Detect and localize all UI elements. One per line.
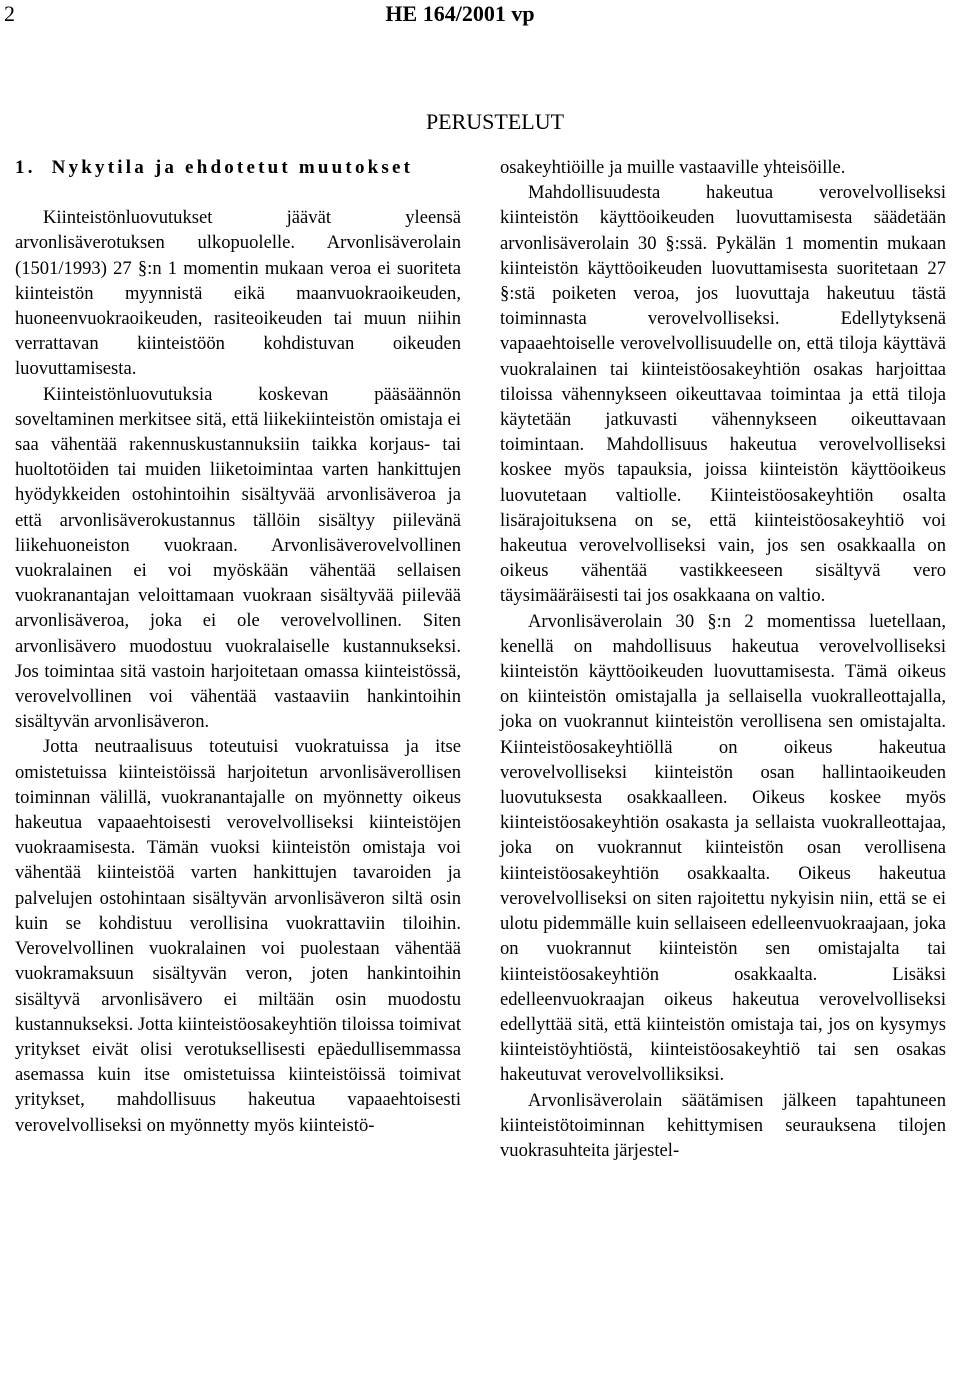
- right-column: [500, 155, 946, 1163]
- section-heading-text: Nykytila ja ehdotetut muutokset: [51, 157, 414, 178]
- page-number: 2: [4, 1, 15, 26]
- paragraph-continuation: osakeyhtiöille ja muille vastaaville yhteisöille.: [500, 157, 846, 178]
- document-id: HE 164/2001 vp: [385, 1, 535, 26]
- paragraph: Arvonlisäverolain säätämisen jälkeen tapahtuneen kiinteistötoiminnan kehittymisen seurauksena tilojen vuokrasuhteita järjestel-: [500, 1089, 946, 1161]
- paragraph: Mahdollisuudesta hakeutua verovelvolliseksi kiinteistön käyttöoikeuden luovuttamisesta säädetään arvonlisäverolain 30 §:ssä. Pykälän 1 momentin mukaan kiinteistön käyttöoikeuden luovuttamisesta suoritetaan 27 §:stä poiketen veroa, jos luovuttaja hakeutuu tästä toiminnasta verovelvolliseksi. Edellytyksenä vapaaehtoiselle verovelvollisuudelle on, että tiloja käyttävä vuokralainen tai kiinteistöosakeyhtiön osakas harjoittaa tiloissa vähennykseen oikeuttavaa toimintaa ja että tiloja käytetään jatkuvasti vähennykseen oikeuttavaan toimintaan. Mahdollisuus hakeutua verovelvolliseksi koskee myös tapauksia, joissa kiinteistön käyttöoikeus luovutetaan valtiolle. Kiinteistöosakeyhtiön osalta lisärajoituksena on se, että kiinteistöosakeyhtiö voi hakeutua verovelvolliseksi vain, jos sen osakkaalla on oikeus vähentää vastikkeeseen sisältyvä vero täysimääräisesti tai jos osakkaana on valtio.: [500, 182, 946, 607]
- section-title: [0, 108, 960, 136]
- section-heading-number: 1.: [15, 157, 36, 178]
- paragraph: Jotta neutraalisuus toteutuisi vuokratuissa ja itse omistetuissa kiinteistöissä harjoitetun arvonlisäverollisen toiminnan välillä, vuokranantajalle on myönnetty oikeus hakeutua vapaaehtoisesti verovelvolliseksi kiinteistöjen vuokraamisesta. Tämän vuoksi kiinteistön omistaja voi vähentää kiinteistöä varten hankittujen tavaroiden ja palvelujen ostohintaan sisältyvän arvonlisäveron siltä osin kuin se kohdistuu verollisina vuokrattaviin tiloihin. Verovelvollinen vuokralainen voi puolestaan vähentää vuokramaksuun sisältyvän veron, joten hankintoihin sisältyvä arvonlisävero ei miltään osin muodostu kustannukseksi. Jotta kiinteistöosakeyhtiön tiloissa toimivat yritykset eivät olisi verotuksellisesti epäedullisemmassa asemassa kuin itse omistetuissa kiinteistöissä toimivat yritykset, mahdollisuus hakeutua vapaaehtoisesti verovelvolliseksi on myönnetty myös kiinteistö-: [15, 736, 461, 1136]
- paragraph: Kiinteistönluovutukset jäävät yleensä arvonlisäverotuksen ulkopuolelle. Arvonlisäverolain (1501/1993) 27 §:n 1 momentin mukaan veroa ei suoriteta kiinteistön myynnistä eikä maanvuokraoikeuden, huoneenvuokraoikeuden, rasiteoikeuden tai muun niihin verrattavan kiinteistöön kohdistuvan oikeuden luovuttamisesta.: [15, 207, 461, 380]
- section-title-text: PERUSTELUT: [425, 109, 565, 134]
- left-column: [15, 155, 461, 1138]
- paragraph: Arvonlisäverolain 30 §:n 2 momentissa luetellaan, kenellä on mahdollisuus hakeutua verovelvolliseksi kiinteistön käyttöoikeuden luovuttamisesta. Tämä oikeus on kiinteistön omistajalla ja sellaisella vuokralleottajalla, joka on vuokrannut kiinteistön verollisena sen omistajalta. Kiinteistöosakeyhtiöllä on oikeus hakeutua verovelvolliseksi kiinteistön osan hallintaoikeuden luovutuksesta osakkaalleen. Oikeus koskee myös kiinteistöosakeyhtiön osakasta ja sellaista vuokralleottajaa, joka on vuokrannut kiinteistön osan verollisena kiinteistöosakeyhtiön osakkaalta. Oikeus hakeutua verovelvolliseksi on siten rajoitettu nykyisin niin, että se ei ulotu pidemmälle kuin sellaiseen edelleenvuokraajaan, joka on vuokrannut kiinteistön sen omistajalta tai kiinteistöosakeyhtiön osakkaalta. Lisäksi edelleenvuokraajan oikeus hakeutua verovelvolliseksi edellyttää sitä, että kiinteistön omistaja tai, jos on kysymys kiinteistöyhtiöstä, kiinteistöosakeyhtiö tai sen osakas hakeutuvat verovelvolliksiksi.: [500, 610, 946, 1086]
- section-heading: [15, 155, 461, 180]
- paragraph: Kiinteistönluovutuksia koskevan pääsäännön soveltaminen merkitsee sitä, että liikekiinteistön omistaja ei saa vähentää rakennuskustannuksiin taikka korjaus- tai huoltotöiden tai muiden liiketoimintaa varten hankittujen hyödykkeiden ostohintoihin sisältyvää arvonlisäveroa ja että arvonlisäverokustannus tällöin sisältyy piilevänä liikehuoneiston vuokraan. Arvonlisäverovelvollinen vuokralainen ei voi myöskään vähentää sellaisen vuokranantajan veloittamaan vuokraan sisältyvää piilevää arvonlisäveroa, joka ei ole verovelvollinen. Siten arvonlisävero muodostuu vuokralaiselle kustannukseksi. Jos toimintaa sitä vastoin harjoitetaan omassa kiinteistössä, verovelvollinen voi vähentää vastaaviin hankintoihin sisältyvän arvonlisäveron.: [15, 383, 461, 733]
